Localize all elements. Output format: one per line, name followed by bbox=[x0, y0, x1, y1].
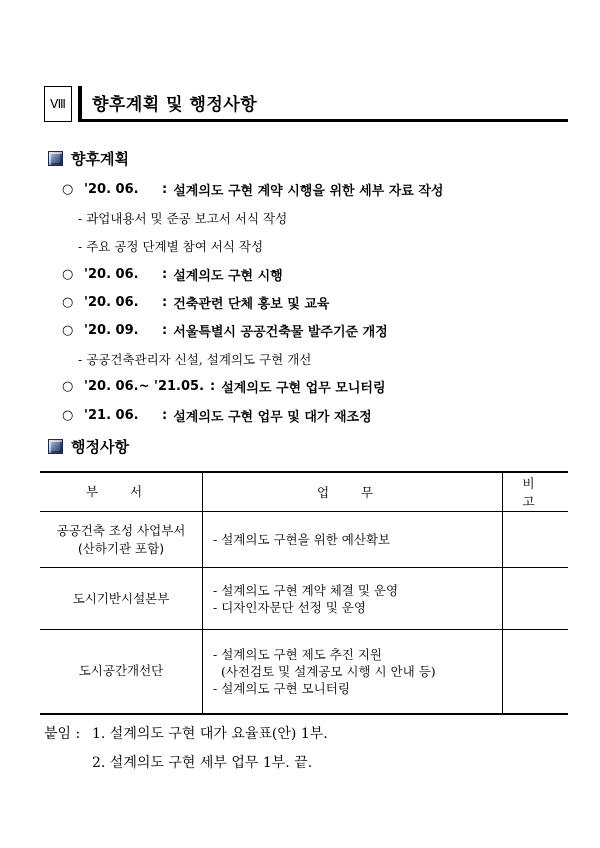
attachment-item: 2. 설계의도 구현 세부 업무 1부. 끝. bbox=[92, 755, 313, 771]
plan-date: '20. 09. bbox=[84, 323, 139, 338]
attachments-label: 붙임 : bbox=[44, 726, 81, 742]
header-note: 비 고 bbox=[503, 472, 568, 512]
section-title-text: 향후계획 및 행정사항 bbox=[92, 95, 258, 115]
circle-bullet-icon: ○ bbox=[62, 408, 74, 423]
task-line: (사전검토 및 설계공모 시행 시 안내 등) bbox=[213, 663, 436, 679]
plan-date: '21. 06. bbox=[84, 408, 139, 423]
plan-text: 서울특별시 공공건축물 발주기준 개정 bbox=[173, 325, 388, 340]
square-bullet-icon bbox=[48, 151, 63, 166]
admin-heading-text: 행정사항 bbox=[71, 438, 129, 456]
plan-item bbox=[62, 180, 444, 199]
header-task: 업 무 bbox=[203, 472, 503, 512]
table-row bbox=[40, 512, 568, 568]
task-line: - 설계의도 구현 모니터링 bbox=[213, 680, 350, 696]
plan-text: 설계의도 구현 업무 및 대가 재조정 bbox=[173, 410, 372, 425]
dept-line: 도시기반시설본부 bbox=[72, 590, 170, 606]
section-title bbox=[78, 86, 568, 122]
plan-sub-item: - 공공건축관리자 신설, 설계의도 구현 개선 bbox=[78, 352, 312, 367]
plan-colon: : bbox=[162, 408, 168, 423]
dept-line: (산하기관 포함) bbox=[77, 540, 165, 556]
admin-table bbox=[40, 471, 568, 715]
task-line: - 디자인자문단 선정 및 운영 bbox=[213, 599, 366, 615]
task-cell bbox=[203, 512, 503, 568]
plan-item bbox=[62, 377, 386, 396]
plan-date: '20. 06.~ '21.05. bbox=[84, 379, 205, 394]
plan-date: '20. 06. bbox=[84, 267, 139, 282]
circle-bullet-icon: ○ bbox=[62, 182, 74, 197]
plan-colon: : bbox=[162, 323, 168, 338]
plan-item bbox=[62, 406, 372, 425]
square-bullet-icon bbox=[48, 439, 63, 454]
circle-bullet-icon: ○ bbox=[62, 323, 74, 338]
section-number-box bbox=[44, 86, 72, 122]
plan-text: 설계의도 구현 시행 bbox=[173, 269, 283, 284]
note-cell bbox=[503, 568, 568, 630]
plan-sub-item: - 주요 공정 단계별 참여 서식 작성 bbox=[78, 239, 264, 254]
circle-bullet-icon: ○ bbox=[62, 379, 74, 394]
plan-colon: : bbox=[162, 182, 168, 197]
table-row bbox=[40, 630, 568, 714]
table-row bbox=[40, 568, 568, 630]
plan-sub-item: - 과업내용서 및 준공 보고서 서식 작성 bbox=[78, 211, 288, 226]
note-cell bbox=[503, 512, 568, 568]
plan-text: 설계의도 구현 계약 시행을 위한 세부 자료 작성 bbox=[173, 184, 444, 199]
plan-colon: : bbox=[210, 379, 216, 394]
section-number: Ⅷ bbox=[50, 96, 66, 111]
circle-bullet-icon: ○ bbox=[62, 295, 74, 310]
plan-item bbox=[62, 293, 329, 312]
task-line: - 설계의도 구현 계약 체결 및 운영 bbox=[213, 582, 399, 598]
dept-line: 도시공간개선단 bbox=[78, 663, 164, 679]
dept-cell bbox=[40, 512, 203, 568]
header-dept: 부 서 bbox=[40, 472, 203, 512]
task-cell bbox=[203, 568, 503, 630]
plans-heading-text: 향후계획 bbox=[71, 150, 129, 168]
plans-heading bbox=[48, 148, 129, 169]
plan-item bbox=[62, 265, 283, 284]
task-cell bbox=[203, 630, 503, 714]
dept-line: 공공건축 조성 사업부서 bbox=[56, 522, 186, 538]
note-cell bbox=[503, 630, 568, 714]
attachment-item: 1. 설계의도 구현 대가 요율표(안) 1부. bbox=[92, 726, 328, 742]
circle-bullet-icon: ○ bbox=[62, 267, 74, 282]
task-line: - 설계의도 구현을 위한 예산확보 bbox=[213, 532, 391, 547]
dept-cell bbox=[40, 568, 203, 630]
plan-text: 설계의도 구현 업무 모니터링 bbox=[221, 381, 386, 396]
plan-colon: : bbox=[162, 295, 168, 310]
dept-cell bbox=[40, 630, 203, 714]
plan-text: 건축관련 단체 홍보 및 교육 bbox=[173, 297, 330, 312]
task-line: - 설계의도 구현 제도 추진 지원 bbox=[213, 646, 383, 662]
table-header-row bbox=[40, 472, 568, 512]
admin-heading bbox=[48, 436, 129, 457]
plan-date: '20. 06. bbox=[84, 295, 139, 310]
plan-colon: : bbox=[162, 267, 168, 282]
plan-date: '20. 06. bbox=[84, 182, 139, 197]
plan-item bbox=[62, 321, 388, 340]
